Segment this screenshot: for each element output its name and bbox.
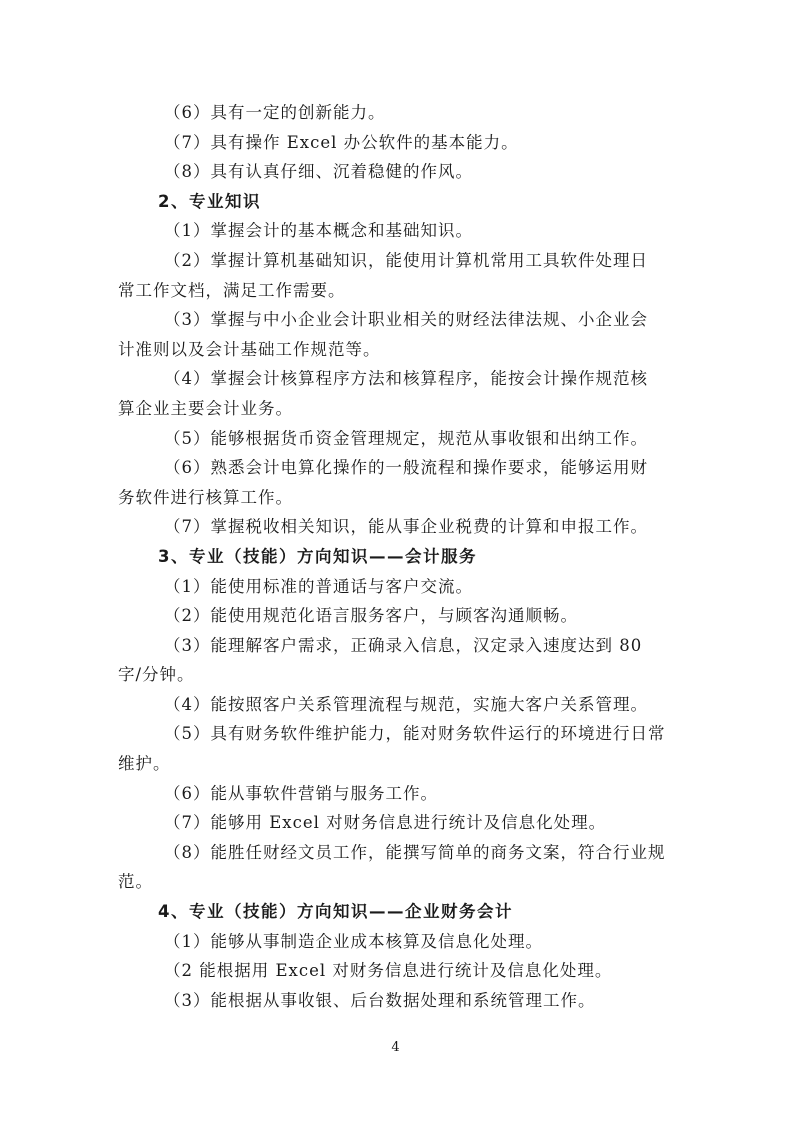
list-item: （2）掌握计算机基础知识，能使用计算机常用工具软件处理日 [164, 250, 648, 270]
list-item: （1）能使用标准的普通话与客户交流。 [164, 576, 473, 596]
list-item: （7）掌握税收相关知识，能从事企业税费的计算和申报工作。 [164, 517, 648, 537]
list-item: （5）能够根据货币资金管理规定，规范从事收银和出纳工作。 [164, 428, 648, 448]
list-item-continuation: 维护。 [118, 754, 171, 774]
list-item: （8）能胜任财经文员工作，能撰写简单的商务文案，符合行业规 [164, 842, 666, 862]
list-item: （6）具有一定的创新能力。 [164, 103, 386, 122]
list-item: （7）能够用 Excel 对财务信息进行统计及信息化处理。 [164, 813, 607, 833]
list-item: （4）能按照客户关系管理流程与规范，实施大客户关系管理。 [164, 694, 648, 714]
section-heading: 3、专业（技能）方向知识——会计服务 [158, 546, 477, 566]
page-number: 4 [391, 1040, 400, 1055]
list-item: （8）具有认真仔细、沉着稳健的作风。 [164, 162, 473, 182]
list-item: （2 能根据用 Excel 对财务信息进行统计及信息化处理。 [164, 961, 613, 981]
section-heading: 2、专业知识 [158, 191, 261, 211]
list-item-continuation: 字/分钟。 [118, 665, 195, 685]
list-item-continuation: 范。 [118, 872, 153, 892]
list-item: （1）掌握会计的基本概念和基础知识。 [164, 221, 473, 241]
list-item-continuation: 务软件进行核算工作。 [118, 487, 293, 507]
document-body [118, 98, 678, 1015]
list-item: （6）能从事软件营销与服务工作。 [164, 783, 438, 803]
list-item: （1）能够从事制造企业成本核算及信息化处理。 [164, 931, 543, 951]
list-item: （3）能根据从事收银、后台数据处理和系统管理工作。 [164, 990, 596, 1010]
list-item: （3）能理解客户需求，正确录入信息，汉定录入速度达到 80 [164, 635, 643, 655]
list-item: （5）具有财务软件维护能力，能对财务软件运行的环境进行日常 [164, 724, 666, 744]
list-item-continuation: 常工作文档，满足工作需要。 [118, 280, 346, 300]
list-item: （6）熟悉会计电算化操作的一般流程和操作要求，能够运用财 [164, 458, 648, 478]
list-item: （3）掌握与中小企业会计职业相关的财经法律法规、小企业会 [164, 310, 648, 330]
list-item: （4）掌握会计核算程序方法和核算程序，能按会计操作规范核 [164, 369, 648, 389]
list-item-continuation: 算企业主要会计业务。 [118, 398, 293, 418]
section-heading: 4、专业（技能）方向知识——企业财务会计 [158, 902, 513, 922]
list-item: （2）能使用规范化语言服务客户，与顾客沟通顺畅。 [164, 606, 578, 626]
list-item-continuation: 计准则以及会计基础工作规范等。 [118, 339, 381, 359]
list-item: （7）具有操作 Excel 办公软件的基本能力。 [164, 132, 519, 152]
